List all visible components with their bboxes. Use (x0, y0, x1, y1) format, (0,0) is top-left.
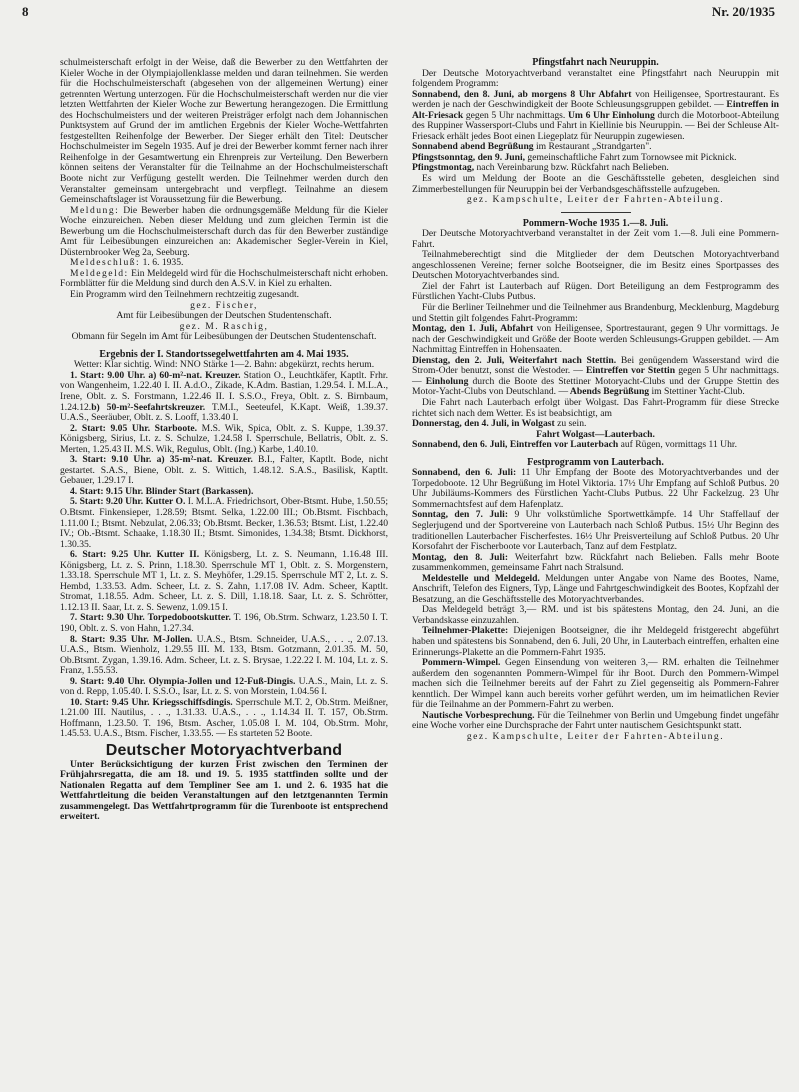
section-title: Deutscher Motoryachtverband (105, 742, 343, 759)
info-text: Für die Teilnehmer von Berlin und Umgebung findet ungefähr eine Woche vorher eine Durchsprache der Fahrt unter nautischem Gesichtspunkt statt. (412, 709, 779, 732)
meldeschluss-label: Meldeschluß: (70, 257, 141, 269)
meldegeld-text: Ein Meldegeld wird für die Hochschulmeisterschaft nicht erhoben. Formblätter für die Meldung sind durch den A.S.V. in Kiel zu erhalten. (60, 267, 388, 290)
result-heading: 4. Start: 9.15 Uhr. Blinder Start (Barkassen). (70, 485, 254, 497)
signature-role: Amt für Leibesübungen der Deutschen Studentenschaft. (116, 310, 332, 322)
program-entry (412, 468, 779, 510)
program-heading: Montag, den 1. Juli, Abfahrt (412, 323, 534, 335)
result-heading: 7. Start: 9.30 Uhr. Torpedobootskutter. (70, 612, 231, 624)
program-heading: Eintreffen vor Stettin (582, 365, 676, 377)
meldeschluss-text: 1. 6. 1935. (140, 257, 184, 269)
meldegeld-label: Meldegeld: (70, 267, 129, 279)
info-heading: Pommern-Wimpel. (422, 657, 501, 669)
section-divider (561, 212, 631, 213)
result-text: U.A.S., Btsm. Schneider, U.A.S., . . ., 2.07.13. U.A.S., Btsm. Wienholz, 1.29.55 III. M. 133, Btsm. Gotzmann, 2.01.35. M. 50, Ob.Btsmt. Zygan, 1.39.16. Adm. Scheer, Lt. z. S. Brysae, 1.22.22 I. M. 104, Lt. z. S. Franz, 1.55.53. (60, 633, 388, 677)
result-heading: 10. Start: 9.45 Uhr. Kriegsschiffsdingis. (70, 696, 233, 708)
pommern-paragraph: Für die Berliner Teilnehmer und die Teilnehmer aus Brandenburg, Mecklenburg, Magdeburg und Stettin gilt folgendes Fahrt-Programm: (412, 302, 779, 324)
program-text: gegen 5 Uhr nachmittags. (463, 109, 566, 121)
result-heading: 1. Start: 9.00 Uhr. a) 60-m²-nat. Kreuzer. (70, 369, 241, 381)
page-number: 8 (22, 4, 29, 19)
program-entry (412, 440, 779, 451)
program-text: Weiterfahrt bzw. Rückfahrt nach Belieben. Falls mehr Boote zusammenkommen, gemeinsame Fahrt nach Stralsund. (412, 551, 780, 574)
result-text: U.A.S., Main, Lt. z. S. von d. Repp, 1.05.40. I. S.S.O., Isar, Lt. z. S. von Morstein, 1.04.56 I. (60, 675, 388, 698)
result-text: T.M.I., Seeteufel, K.Kapt. Weiß, 1.39.37. U.A.S., Seeräuber, Oblt. z. S. Looff, 1.33.40 I. (60, 401, 388, 424)
info-text: Diejenigen Bootseigner, die ihr Meldegeld fristgerecht abgeführt haben und spätestens bis Sonnabend, den 6. Juli, 20 Uhr, in Lauterbach eintreffen, erhalten eine Erinnerungs-Plakette an die Pommern-Fahrt 1935. (412, 625, 779, 658)
program-text: durch die Boote des Stettiner Motoryacht-Clubs und der Gruppe Stettin des Motor-Yacht-Clubs von Deutschland. — (412, 375, 779, 398)
result-text: Sperrschule M.T. 2, Ob.Strm. Meißner, 1.21.00 III. Nautilus, . . ., 1.31.33. U.A.S., . . ., 1.14.34 II. T. 157, Ob.Strm. Hoffmann, 1.23.50. T. 196, Btsm. Ascher, 1.05.08 I. M. 104, Ob.Strm. Mohr, 1.45.53. U.A.S., Btsm. Fischer, 1.33.55. — Es starteten 52 Boote. (60, 696, 388, 740)
program-text: gemeinschaftliche Fahrt zum Tornowsee mit Picknick. (525, 151, 737, 163)
result-entry (60, 550, 388, 613)
program-heading: Sonnabend, den 6. Juli: (412, 467, 517, 479)
program-text: von Heiligensee, Sportrestaurant. Es werden je nach der Geschwindigkeit der Boote Schleusungsgruppen gebildet. — (412, 88, 779, 111)
leg-heading: Fahrt Wolgast—Lauterbach. (536, 428, 655, 440)
pommern-title: Pommern-Woche 1935 1.—8. Juli. (522, 217, 669, 229)
pommern-intro: Der Deutsche Motoryachtverband veranstaltet in der Zeit vom 1.—8. Juli eine Pommern-Fahrt. (412, 228, 779, 250)
results-title: Ergebnis der I. Standortssegelwettfahrten am 4. Mai 1935. (99, 348, 349, 360)
pommern-paragraph: Ziel der Fahrt ist Lauterbach auf Rügen. Dort Beteiligung an dem Festprogramm des Fürstlichen Yacht-Clubs Putbus. (412, 280, 779, 303)
program-heading: Abends Begrüßung (568, 386, 650, 398)
program-entry (412, 324, 779, 356)
program-entry (412, 510, 779, 552)
program-text: im Restaurant „Strandgarten". (533, 141, 652, 153)
signature: gez. Kampschulte, Leiter der Fahrten-Abteilung. (466, 730, 725, 742)
program-text: zu sein. (554, 418, 587, 430)
left-column (60, 58, 388, 823)
program-heading: Dienstag, den 2. Juli, Weiterfahrt nach Stettin. (412, 354, 617, 366)
result-entry (60, 455, 388, 487)
result-heading: 3. Start: 9.10 Uhr. a) 35-m²-nat. Kreuzer. (70, 454, 253, 466)
info-entry (412, 574, 779, 606)
festprogramm-title: Festprogramm von Lauterbach. (527, 456, 664, 468)
result-text: M.S. Wik, Spica, Oblt. z. S. Kuppe, 1.39.37. Königsberg, Sirius, Lt. z. S. Schulze, 1.24.58 I. Sperrschule, Bellatris, Oblt. z. S. Merten, 1.25.43 II. M.S. Wik, Regulus, Oblt. (Ing.) Karbe, 1.40.10. (60, 422, 388, 455)
result-entry (60, 371, 388, 424)
section-intro: Unter Berücksichtigung der kurzen Frist zwischen den Terminen der Frühjahrsregatta, die am 18. und 19. 5. 1935 stattfinden sollte und der Nationalen Regatta auf dem Templiner See am 1. und 2. 6. 1935 hat die Wettfahrtleitung die beiden Veranstaltungen auf den letztgenannten Termin zusammengelegt. Das Wettfahrtprogramm für die Turenboote ist entsprechend erweitert. (60, 758, 388, 823)
result-heading: 5. Start: 9.20 Uhr. Kutter O. (70, 496, 186, 508)
result-heading: 6. Start: 9.25 Uhr. Kutter II. (70, 549, 200, 561)
program-text: 9 Uhr volkstümliche Sportwettkämpfe. 14 Uhr Staffellauf der Seglerjugend und der Sportvereine von Lauterbach nach Schloß Putbus. 15½ Uhr Beginn des traditionellen Lauterbacher Fischerfestes. 16½ Uhr Preisverteilung auf Schloß Putbus. 20 Uhr Korsofahrt der Fischerboote vor Lauterbach, Tanz auf dem Festplatz. (412, 509, 779, 553)
result-entry (60, 613, 388, 634)
result-entry (60, 424, 388, 456)
program-heading: Einholung (421, 375, 469, 387)
program-text: auf Rügen, vormittags 11 Uhr. (618, 439, 737, 451)
program-heading: Pfingstsonntag, den 9. Juni, (412, 151, 526, 163)
program-entry (412, 90, 779, 143)
meldung-label: Meldung: (70, 204, 120, 216)
info-heading: Teilnehmer-Plakette: (422, 625, 509, 637)
program-text: Bei genügendem Wasserstand wird die Strom-Oder benutzt, sonst die Westoder. — (412, 354, 779, 377)
meldung-text: Die Bewerber haben die ordnungsgemäße Meldung für die Kieler Woche einzureichen. Neben dieser Meldung und zum gleichen Termin ist die Bewerbung um die Hochschulmeisterschaft durch das für den Bewerber zuständige Amt für Leibesübungen einzureichen an: Akademischer Segler-Verein in Kiel, Düsternbrooker Weg 2a, Seeburg. (60, 204, 388, 258)
program-heading: Montag, den 8. Juli: (412, 551, 509, 563)
result-text: I. M.L.A. Friedrichsort, Ober-Btsmt. Hube, 1.50.55; O.Btsmt. Finkensieper, 1.28.59; Btsmt. Selka, 1.22.00 III.; Ob.Btsmt. Fischbach, 1.11.00 I.; Btsmt. Nebzulat, 2.06.33; Ob.Btsmt. Becker, 1.36.53; Btsmt. List, 1.22.40 IV.; Ob.-Btsmt. Schaake, 1.18.30 II.; Btsmt. Simonides, 1.34.38; Btsmt. Dickhorst, 1.30.35. (60, 496, 388, 550)
result-entry (60, 635, 388, 677)
issue-number: Nr. 20/1935 (711, 4, 775, 19)
result-text: B.I., Falter, Kaptlt. Bode, nicht gestartet. S.A.S., Biene, Oblt. z. S. Wittich, 1.48.12. S.A.S., Basilisk, Kaptlt. Gebauer, 1.29.17 I. (60, 454, 388, 487)
program-heading: Donnerstag, den 4. Juli, in Wolgast (412, 418, 555, 430)
result-text: Königsberg, Lt. z. S. Neumann, 1.16.48 III. Königsberg, Lt. z. S. Prinn, 1.18.30. Sperrschule MT 1, Oblt. z. S. Morgenstern, 1.33.18. Sperrschule MT 1, Lt. z. S. Meyhöfer, 1.29.15. Sperrschule MT 2, Lt. z. S. Hembd, 1.33.53. Adm. Scheer, Lt. z. S. Zahn, 1.17.08 IV. Adm. Scheer, Kaptlt. Stromat, 1.18.55. Adm. Scheer, Lt. z. S. Dill, 1.18.18. Saar, Lt. z. S. Schrötter, 1.12.13 II. Saar, Lt. z. S. Sewenz, 1.09.15 I. (60, 549, 388, 613)
result-heading: 2. Start: 9.05 Uhr. Starboote. (70, 422, 197, 434)
pfingst-intro: Der Deutsche Motoryachtverband veranstaltet eine Pfingstfahrt nach Neuruppin mit folgendem Programm: (412, 67, 779, 90)
program-heading: Eintreffen in Alt-Friesack (412, 99, 779, 121)
program-heading: Sonnabend abend Begrüßung (412, 141, 534, 153)
info-heading: Nautische Vorbesprechung. (422, 709, 535, 721)
result-entry (60, 677, 388, 698)
signature-name: gez. Fischer, (190, 299, 258, 311)
program-entry (412, 356, 779, 398)
program-heading: Pfingstmontag, (412, 162, 475, 174)
result-entry (60, 698, 388, 740)
result-heading: b) 50-m²-Seefahrtskreuzer. (91, 401, 206, 413)
program-text: im Stettiner Yacht-Club. (649, 386, 745, 398)
result-heading: 8. Start: 9.35 Uhr. M-Jollen. (70, 633, 193, 645)
pommern-paragraph: Die Fahrt nach Lauterbach erfolgt über Wolgast. Das Fahrt-Programm für diese Strecke richtet sich nach dem Wetter. Es ist beabsichtigt, am (412, 396, 779, 419)
pommern-paragraph: Teilnahmeberechtigt sind die Mitglieder der dem Deutschen Motoryachtverband angeschlossenen Vereine; ferner solche Bootseigner, die im Besitz eines Sportpasses des Deutschen Motoryachtverbandes sind. (412, 249, 779, 282)
result-text: Station O., Leuchtkäfer, Kaptlt. Frhr. von Wangenheim, 1.22.40 I. II. A.d.O., Zikade, K.Adm. Bastian, 1.29.54. I. M.L.A., Irene, Oblt. z. S. Forstmann, 1.22.46 II. I. S.S.O., Freya, Oblt. z. S. Birnbaum, 1.24.12. (60, 369, 388, 413)
program-text: durch die Motorboot-Abteilung des Ruppiner Wassersport-Clubs und Fahrt in Kiellinie bis Neuruppin. — Bei der Schleuse Alt-Friesack erhält jedes Boot einen Liegeplatz für Neuruppin zugewiesen. (412, 109, 779, 142)
program-text: gegen 5 Uhr nachmittags. — (412, 365, 779, 387)
result-entry (60, 497, 388, 550)
program-text: nach Vereinbarung bzw. Rückfahrt nach Belieben. (474, 162, 669, 174)
hochschul-paragraph: schulmeisterschaft erfolgt in der Weise, daß die Bewerber zu den Wettfahrten der Kieler Woche in der Olympiajollenklasse melden und daran teilnehmen. Sie werden für die Hochschulmeisterschaft (abgesehen von der allgemeinen Wertung) einer getrennten Wertung unterzogen. Für die Hochschulmeisterschaft werden nur die vier letzten Wettfahrten der Kieler Woche zur Bewertung herangezogen. Die Ermittlung des Hochschulmeisters und der weiteren Preisträger erfolgt nach dem Johannischen Punktsystem auf Grund der im amtlichen Ergebnis der Kieler Woche-Wettfahrten festgestellten Reihenfolge der Bewerber. Der Sieger erhält den Titel: Deutscher Hochschulmeister im Segeln 1935. Auf je drei der Bewerber kommt ferner nach ihrer Reihenfolge in der Gesamtwertung ein Ehrenpreis zur Verteilung. Den Bewerbern können seitens der Veranstalter für die Teilnahme an der Hochschulmeisterschaft Boote nicht zur Verfügung gestellt werden. Die Teilnehmer werden durch den Veranstalter gemeinsam untergebracht und verpflegt. Teilnahme an diesem Gemeinschaftslager ist Voraussetzung für die Bewerbung. (60, 57, 388, 206)
signature-name: gez. M. Raschig, (179, 320, 269, 332)
program-entry (412, 419, 779, 430)
program-entry (412, 553, 779, 574)
info-entry (412, 658, 779, 711)
info-entry: Das Meldegeld beträgt 3,— RM. und ist bis spätestens Montag, den 24. Juni, an die Verbandskasse einzuzahlen. (412, 604, 779, 626)
result-heading: 9. Start: 9.40 Uhr. Olympia-Jollen und 12-Fuß-Dingis. (70, 675, 296, 687)
info-entry (412, 626, 779, 658)
program-heading: Sonnabend, den 8. Juni, ab morgens 8 Uhr Abfahrt (412, 88, 632, 100)
program-heading: Sonnabend, den 6. Juli, Eintreffen vor Lauterbach (412, 439, 619, 451)
result-text: T. 196, Ob.Strm. Schwarz, 1.23.50 I. T. 190, Oblt. z. S. von Hahn, 1.27.34. (60, 612, 388, 634)
info-text: Meldungen unter Angabe von Name des Bootes, Name, Anschrift, Telefon des Eigners, Typ, Länge und Fahrtgeschwindigkeit des Bootes, Kopfzahl der Besatzung, an die Geschäftsstelle des Motoryachtverbandes. (412, 572, 779, 605)
results-weather: Wetter: Klar sichtig. Wind: NNO Stärke 1—2. Bahn: abgekürzt, rechts herum. (73, 359, 375, 371)
pfingst-title: Pfingstfahrt nach Neuruppin. (532, 57, 659, 68)
right-column (412, 58, 779, 742)
info-heading: Meldestelle und Meldegeld. (422, 572, 540, 584)
meldung-paragraph (60, 206, 388, 259)
signature-role: Obmann für Segeln im Amt für Leibesübungen der Deutschen Studentenschaft. (71, 331, 377, 343)
program-text: 11 Uhr Empfang der Boote des Motoryachtverbandes und der Torpedoboote. 12 Uhr Begrüßung im Hotel Viktoria. 17½ Uhr Empfang auf Schloß Putbus. 20 Uhr Jubiläums-Kommers des Fürstlichen Yacht-Clubs Putbus. 22 Uhr Fackelzug. 23 Uhr Sommernachtsfest auf dem Hafenplatz. (412, 467, 779, 510)
signature: gez. Kampschulte, Leiter der Fahrten-Abteilung. (466, 194, 725, 206)
meldegeld-paragraph (60, 269, 388, 290)
programm-paragraph: Ein Programm wird den Teilnehmern rechtzeitig zugesandt. (70, 289, 300, 301)
program-text: von Heiligensee, Sportrestaurant, gegen 9 Uhr vormittags. Je nach der Geschwindigkeit und Größe der Boote werden Schleusungs-Gruppen gebildet. — Am Nachmittag Eintreffen in Hohensaaten. (412, 323, 779, 356)
program-heading: Sonntag, den 7. Juli: (412, 509, 509, 521)
info-text: Gegen Einsendung von weiteren 3,— RM. erhalten die Teilnehmer außerdem den sogenannten Pommern-Wimpel für ihr Boot. Durch den Pommern-Wimpel machen sich die Teilnehmer bereits auf der Fahrt zu Ziel gegenseitig als Pommern-Fahrer kenntlich. Der Wimpel kann auch bereits vorher geführt werden, um im heimatlichen Revier für die Teilnahme an der Pommern-Fahrt zu werben. (412, 657, 779, 711)
info-entry (412, 711, 779, 732)
pfingst-note: Es wird um Meldung der Boote an die Geschäftsstelle gebeten, desgleichen sind Zimmerbestellungen für Neuruppin bei der Verbandsgeschäftsstelle aufzugeben. (412, 173, 779, 195)
program-heading: Um 6 Uhr Einholung (565, 109, 655, 121)
